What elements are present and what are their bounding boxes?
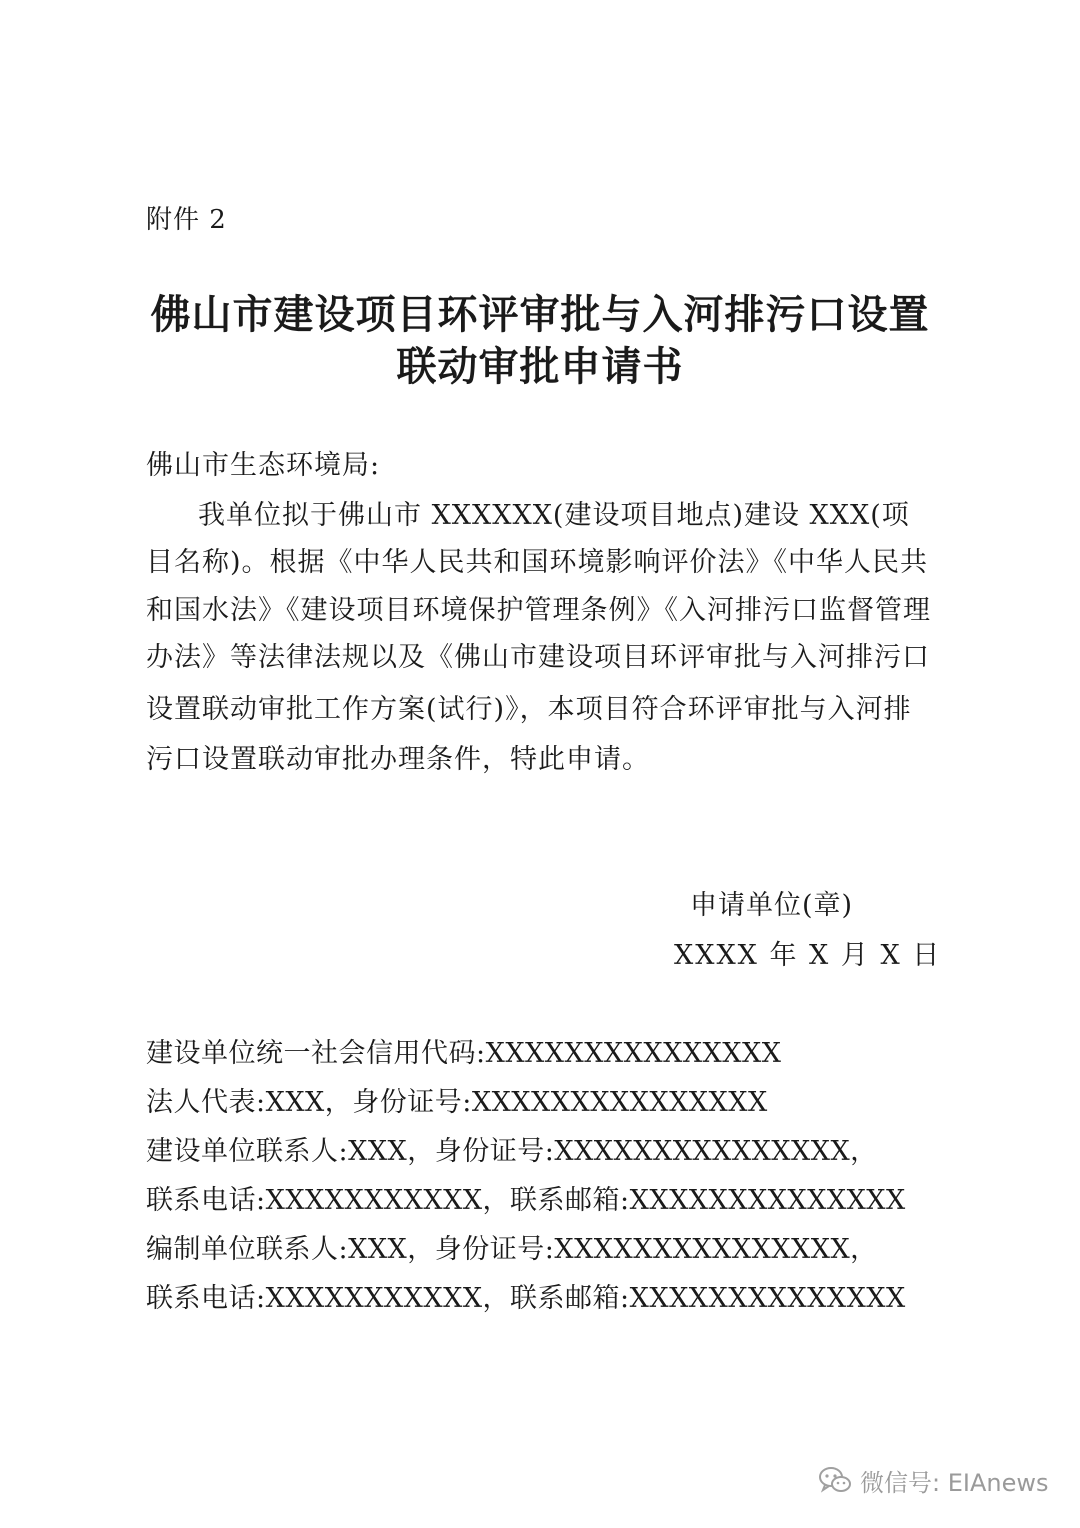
watermark-text: 微信号: EIAnews bbox=[860, 1468, 1049, 1497]
document-title-line-2: 联动审批申请书 bbox=[396, 343, 684, 390]
salutation: 佛山市生态环境局: bbox=[146, 450, 381, 481]
signature-date: XXXX 年 X 月 X 日 bbox=[674, 940, 942, 971]
body-line: 设置联动审批工作方案(试行)》，本项目符合环评审批与入河排 bbox=[146, 694, 912, 725]
applicant-seal-line: 申请单位(章) bbox=[690, 890, 854, 921]
info-line-builder-contact: 建设单位联系人:XXX，身份证号:XXXXXXXXXXXXXXX， bbox=[146, 1136, 878, 1167]
body-line: 污口设置联动审批办理条件，特此申请。 bbox=[146, 744, 650, 775]
body-line: 和国水法》《建设项目环境保护管理条例》《入河排污口监督管理 bbox=[146, 595, 931, 626]
body-line: 我单位拟于佛山市 XXXXXX(建设项目地点)建设 XXX(项 bbox=[198, 500, 910, 531]
wechat-icon bbox=[818, 1465, 852, 1495]
body-line: 办法》等法律法规以及《佛山市建设项目环评审批与入河排污口 bbox=[146, 642, 930, 673]
watermark bbox=[818, 1462, 1048, 1498]
info-line-preparer-contact: 编制单位联系人:XXX，身份证号:XXXXXXXXXXXXXXX， bbox=[146, 1234, 878, 1265]
info-line-legal-rep: 法人代表:XXX，身份证号:XXXXXXXXXXXXXXX bbox=[146, 1087, 768, 1118]
info-line-credit-code: 建设单位统一社会信用代码:XXXXXXXXXXXXXXX bbox=[146, 1038, 782, 1069]
attachment-label: 附件 2 bbox=[146, 205, 227, 235]
document-title-line-1: 佛山市建设项目环评审批与入河排污口设置 bbox=[150, 291, 930, 338]
info-line-preparer-phone-email: 联系电话:XXXXXXXXXXX，联系邮箱:XXXXXXXXXXXXXX bbox=[146, 1283, 906, 1314]
info-line-builder-phone-email: 联系电话:XXXXXXXXXXX，联系邮箱:XXXXXXXXXXXXXX bbox=[146, 1185, 906, 1216]
body-line: 目名称)。根据《中华人民共和国环境影响评价法》《中华人民共 bbox=[146, 547, 929, 578]
